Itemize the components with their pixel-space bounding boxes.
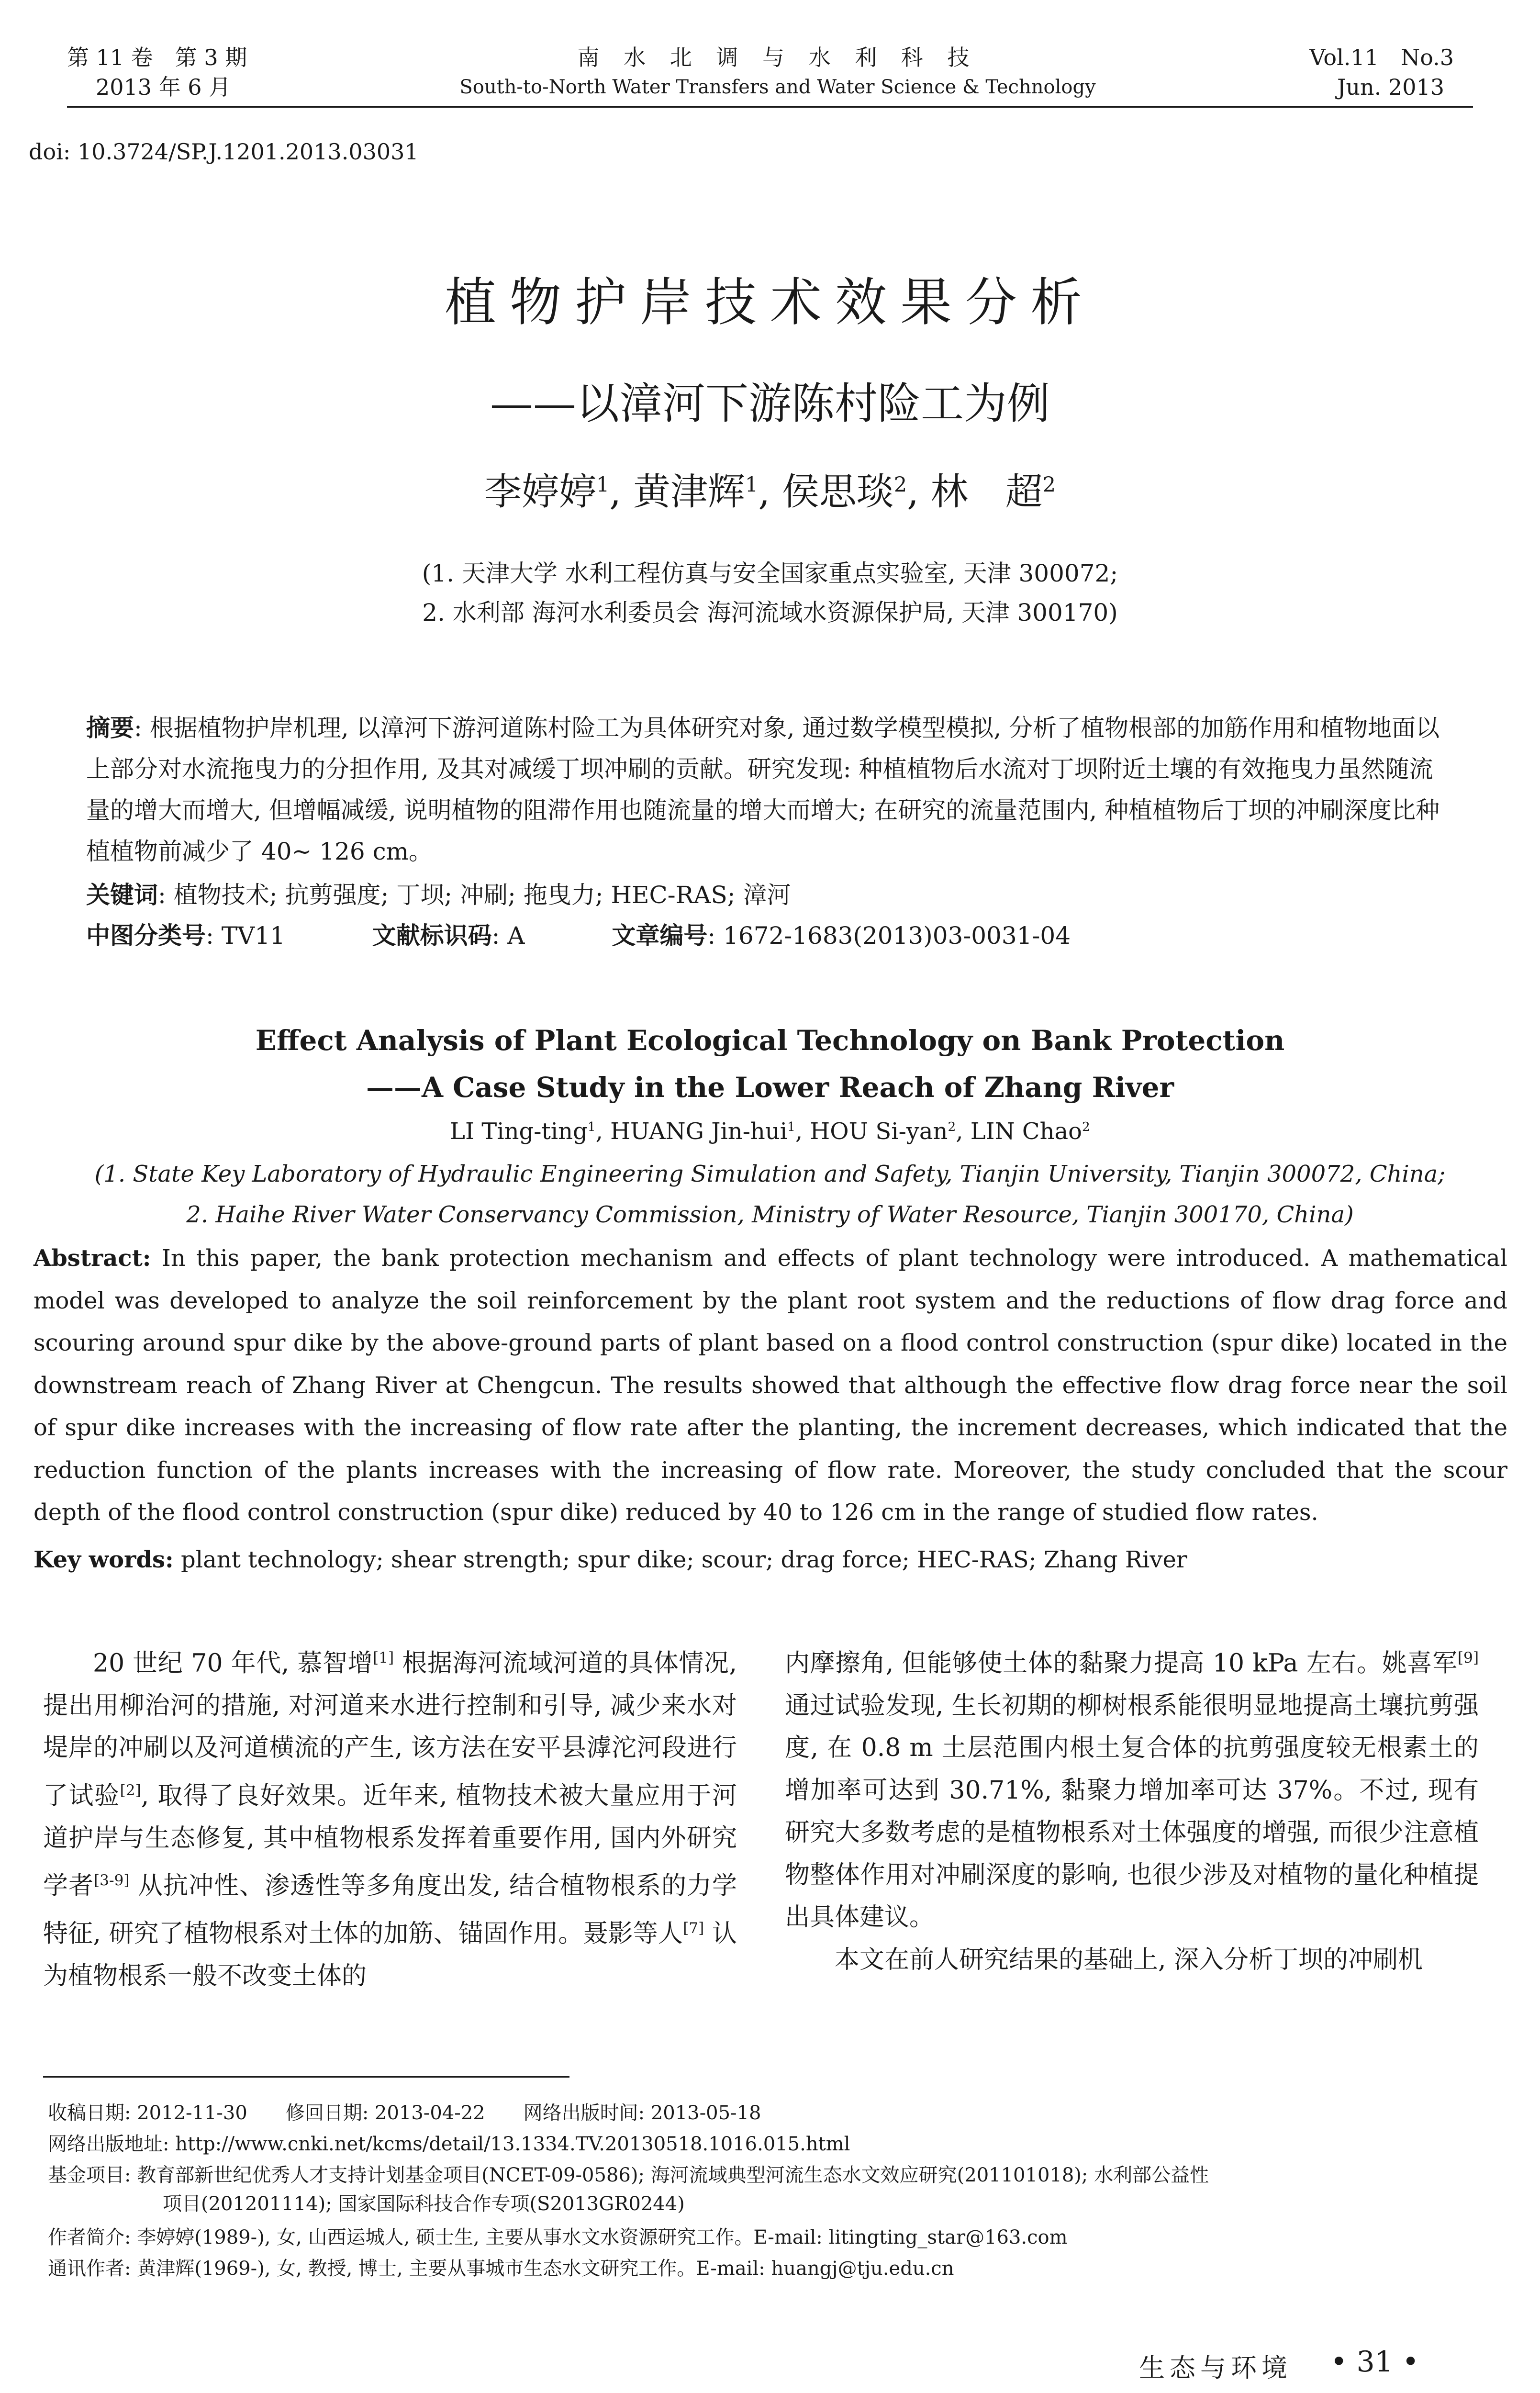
keywords-en bbox=[33, 1539, 1507, 1581]
author-en: LI Ting-ting bbox=[450, 1118, 588, 1145]
author-sup: 2 bbox=[1082, 1119, 1090, 1134]
subtitle-zh: ——以漳河下游陈村险工为例 bbox=[490, 379, 1050, 429]
title-en: Effect Analysis of Plant Ecological Technology on Bank Protection bbox=[255, 1024, 1285, 1057]
affiliation-zh-2: 2. 水利部 海河水利委员会 海河流域水资源保护局, 天津 300170) bbox=[422, 599, 1118, 626]
citation: [9] bbox=[1457, 1649, 1479, 1666]
author-sup: 1 bbox=[745, 473, 759, 497]
body-text: , 取得了良好效果。近年来, 植物技术被大量应用于河道护岸与生态修复, 其中植物根系发挥着重要作用, 国内外研究学者 bbox=[43, 1781, 737, 1901]
journal-name-zh: 南 水 北 调 与 水 利 科 技 bbox=[577, 45, 978, 70]
keywords-zh-label: 关键词 bbox=[86, 881, 158, 909]
article-id: 1672-1683(2013)03-0031-04 bbox=[723, 922, 1071, 950]
citation: [7] bbox=[683, 1919, 704, 1937]
footnote-funding-cont: 项目(201201114); 国家国际科技合作专项(S2013GR0244) bbox=[163, 2193, 685, 2215]
keywords-zh: 关键词: 植物技术; 抗剪强度; 丁坝; 冲刷; 拖曳力; HEC-RAS; 漳河 bbox=[86, 881, 791, 909]
author-en: HOU Si-yan bbox=[810, 1118, 948, 1145]
citation: [1] bbox=[373, 1649, 394, 1666]
doc-code: A bbox=[507, 922, 525, 950]
section-name: 生态与环境 bbox=[1139, 2353, 1292, 2383]
clc-number: TV11 bbox=[221, 922, 285, 950]
abstract-en-label: Abstract: bbox=[33, 1245, 151, 1272]
author-sup: 2 bbox=[1042, 473, 1056, 497]
header-rule bbox=[67, 106, 1473, 108]
classification-line: 中图分类号: TV11 文献标识码: A 文章编号: 1672-1683(2013)03-0031-04 bbox=[86, 921, 1071, 950]
footnote-author-bio: 作者简介: 李婷婷(1989-), 女, 山西运城人, 硕士生, 主要从事水文水资源研究工作。E-mail: litingting_star@163.com bbox=[48, 2226, 1068, 2248]
author-sup: 2 bbox=[948, 1119, 956, 1134]
keywords-en-label: Key words: bbox=[33, 1546, 174, 1573]
abstract-en bbox=[33, 1237, 1507, 1534]
keywords-en-text: plant technology; shear strength; spur dike; scour; drag force; HEC-RAS; Zhang River bbox=[181, 1546, 1187, 1573]
body-column-right bbox=[785, 1637, 1479, 1981]
body-paragraph bbox=[785, 1637, 1479, 1939]
author-sup: 2 bbox=[893, 473, 907, 497]
doc-code-label: 文献标识码 bbox=[372, 921, 492, 950]
citation: [3-9] bbox=[94, 1872, 130, 1890]
article-id-label: 文章编号 bbox=[612, 921, 708, 950]
author-zh: 侯思琰 bbox=[781, 470, 894, 514]
clc-label: 中图分类号 bbox=[86, 921, 206, 950]
body-paragraph: 本文在前人研究结果的基础上, 深入分析丁坝的冲刷机 bbox=[835, 1945, 1423, 1974]
affiliation-zh-1: (1. 天津大学 水利工程仿真与安全国家重点实验室, 天津 300072; bbox=[422, 559, 1118, 587]
body-paragraph bbox=[43, 1637, 737, 1997]
citation: [2] bbox=[120, 1781, 141, 1799]
affiliation-en-1: (1. State Key Laboratory of Hydraulic Engineering Simulation and Safety, Tianjin University, Tianjin 300072, China; bbox=[94, 1161, 1446, 1187]
author-en: LIN Chao bbox=[970, 1118, 1082, 1145]
journal-date-en: Jun. 2013 bbox=[1337, 74, 1444, 100]
authors-zh: 李婷婷$^1$, 黄津辉$^1$, 侯思琰$^2$, 林 超$^2$ bbox=[484, 470, 1056, 514]
journal-date-zh: 2013 年 6 月 bbox=[96, 74, 231, 100]
footnote-funding: 基金项目: 教育部新世纪优秀人才支持计划基金项目(NCET-09-0586); 海河流域典型河流生态水文效应研究(201101018); 水利部公益性 bbox=[48, 2164, 1209, 2186]
doi: doi: 10.3724/SP.J.1201.2013.03031 bbox=[29, 139, 419, 165]
affiliation-en-2: 2. Haihe River Water Conservancy Commission, Ministry of Water Resource, Tianjin 300170, China) bbox=[186, 1201, 1354, 1228]
subtitle-en: ——A Case Study in the Lower Reach of Zhang River bbox=[366, 1071, 1174, 1104]
body-text: 20 世纪 70 年代, 慕智增 bbox=[93, 1649, 373, 1678]
footnote-rule bbox=[43, 2076, 569, 2078]
author-sup: 1 bbox=[787, 1119, 795, 1134]
author-sup: 1 bbox=[587, 1119, 596, 1134]
page-number: • 31 • bbox=[1330, 2345, 1419, 2379]
keywords-zh-text: 植物技术; 抗剪强度; 丁坝; 冲刷; 拖曳力; HEC-RAS; 漳河 bbox=[173, 881, 791, 909]
footnote-dates: 收稿日期: 2012-11-30 修回日期: 2013-04-22 网络出版时间: 2013-05-18 bbox=[48, 2102, 761, 2124]
footnote-corresponding: 通讯作者: 黄津辉(1969-), 女, 教授, 博士, 主要从事城市生态水文研究工作。E-mail: huangj@tju.edu.cn bbox=[48, 2258, 954, 2280]
authors-en: LI Ting-ting$^1$, HUANG Jin-hui$^1$, HOU Si-yan$^2$, LIN Chao$^2$ bbox=[450, 1118, 1090, 1145]
body-column-left bbox=[43, 1637, 737, 1997]
author-en: HUANG Jin-hui bbox=[610, 1118, 788, 1145]
body-text: 内摩擦角, 但能够使土体的黏聚力提高 10 kPa 左右。姚喜军 bbox=[785, 1649, 1458, 1678]
abstract-zh-label: 摘要 bbox=[86, 714, 134, 742]
journal-name-en: South-to-North Water Transfers and Water Science & Technology bbox=[459, 76, 1096, 98]
abstract-zh: 摘要: 根据植物护岸机理, 以漳河下游河道陈村险工为具体研究对象, 通过数学模型模拟, 分析了植物根部的加筋作用和植物地面以上部分对水流拖曳力的分担作用, 及其对减缓丁坝冲刷的贡献。研究发现: 种植植物后水流对丁坝附近土壤的有效拖曳力虽然随流量的增大而增大, 但增幅减缓, 说明植物的阻滞作用也随流量的增大而增大; 在研究的流量范围内, 种植植物后丁坝的冲刷深度比种植植物前减少了 40~ 126 cm。 bbox=[86, 714, 1440, 865]
journal-volume-issue: 第 11 卷 第 3 期 bbox=[67, 45, 247, 70]
body-text: 通过试验发现, 生长初期的柳树根系能很明显地提高土壤抗剪强度, 在 0.8 m 土层范围内根土复合体的抗剪强度较无根素土的增加率可达到 30.71%, 黏聚力增加率可达 37%。不过, 现有研究大多数考虑的是植物根系对土体强度的增强, 而很少注意植物整体作用对冲刷深度的影响, 也很少涉及对植物的量化种植提出具体建议。 bbox=[785, 1691, 1479, 1932]
author-zh: 林 超 bbox=[930, 470, 1043, 514]
author-zh: 李婷婷 bbox=[484, 470, 596, 514]
journal-volume-en: Vol.11 No.3 bbox=[1309, 45, 1454, 70]
body-text: 从抗冲性、渗透性等多角度出发, 结合植物根系的力学特征, 研究了植物根系对土体的加筋、锚固作用。聂影等人 bbox=[43, 1871, 737, 1948]
abstract-en-text: In this paper, the bank protection mechanism and effects of plant technology were introduced. A mathematical model was developed to analyze the soil reinforcement by the plant root system and the reductions of flow drag force and scouring around spur dike by the above-ground parts of plant based on a flood control construction (spur dike) located in the downstream reach of Zhang River at Chengcun. The results showed that although the effective flow drag force near the soil of spur dike increases with the increasing of flow rate after the planting, the increment decreases, which indicated that the reduction function of the plants increases with the increasing of flow rate. Moreover, the study concluded that the scour depth of the flood control construction (spur dike) reduced by 40 to 126 cm in the range of studied flow rates. bbox=[33, 1245, 1508, 1526]
body-text: 认为植物根系一般不改变土体的 bbox=[43, 1919, 737, 1990]
abstract-zh-text: 根据植物护岸机理, 以漳河下游河道陈村险工为具体研究对象, 通过数学模型模拟, 分析了植物根部的加筋作用和植物地面以上部分对水流拖曳力的分担作用, 及其对减缓丁坝冲刷的贡献。研究发现: 种植植物后水流对丁坝附近土壤的有效拖曳力虽然随流量的增大而增大, 但增幅减缓, 说明植物的阻滞作用也随流量的增大而增大; 在研究的流量范围内, 种植植物后丁坝的冲刷深度比种植植物前减少了 40~ 126 cm。 bbox=[86, 714, 1440, 865]
author-zh: 黄津辉 bbox=[633, 470, 745, 514]
footnote-online-url: 网络出版地址: http://www.cnki.net/kcms/detail/13.1334.TV.20130518.1016.015.html bbox=[48, 2133, 850, 2155]
title-zh: 植物护岸技术效果分析 bbox=[444, 273, 1095, 333]
author-sup: 1 bbox=[596, 473, 610, 497]
body-text: 根据海河流域河道的具体情况, 提出用柳治河的措施, 对河道来水进行控制和引导, 减少来水对堤岸的冲刷以及河道横流的产生, 该方法在安平县滹沱河段进行了试验 bbox=[43, 1649, 737, 1811]
